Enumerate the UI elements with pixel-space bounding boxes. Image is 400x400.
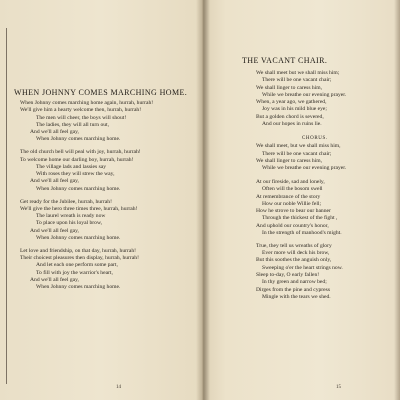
verse-line: We shall meet but we shall miss him; — [256, 70, 340, 76]
verse-line: Joy was in his mild blue eye; — [262, 106, 327, 113]
left-margin-rule — [6, 28, 7, 384]
verse-line: How our noble Willie fell; — [262, 200, 322, 207]
stanza — [246, 243, 343, 301]
stanza — [246, 179, 343, 237]
right-page-verse-1 — [246, 70, 346, 134]
verse-line: The laurel wreath is ready now — [36, 213, 106, 220]
verse-line: At remembrance of the story — [256, 193, 321, 200]
verse-line: To welcome home our darling boy, hurrah, hurrah! — [20, 156, 134, 163]
verse-line: We'll give him a hearty welcome then, hurrah, hurrah! — [20, 107, 142, 114]
verse-line: There will be one vacant chair; — [262, 77, 332, 84]
verse-line: When Johnny comes marching home. — [36, 185, 121, 192]
verse-line: In thy green and narrow bed; — [262, 279, 327, 286]
right-page-chorus-block — [246, 135, 346, 172]
chorus-label: CHORUS. — [302, 136, 328, 141]
verse-line: The ladies, they will all turn out, — [36, 121, 110, 128]
verse-line: And we'll all feel gay, — [30, 129, 79, 136]
left-page-number: 14 — [116, 385, 121, 390]
left-page-title: WHEN JOHNNY COMES MARCHING HOME. — [14, 88, 188, 97]
verse-line: With roses they will strew the way, — [36, 171, 115, 178]
verse-line: While we breathe our evening prayer. — [262, 165, 347, 172]
book-gutter — [196, 0, 210, 400]
verse-line: When Johnny comes marching home. — [36, 284, 121, 291]
verse-line: To place upon his loyal brow, — [36, 220, 103, 227]
verse-line: At our fireside, sad and lonely, — [256, 179, 325, 185]
right-page-title: THE VACANT CHAIR. — [242, 56, 328, 65]
verse-line: Their choicest pleasures then display, hurrah, hurrah! — [20, 255, 139, 262]
left-page-body — [20, 100, 153, 297]
verse-line: Often will the bosom swell — [262, 186, 323, 193]
verse-line: When Johnny comes marching home again, hurrah, hurrah! — [20, 100, 154, 106]
verse-line: True, they tell us wreaths of glory — [256, 242, 332, 249]
right-page — [202, 0, 400, 400]
verse-line: Sleep to-day, O early fallen! — [256, 272, 320, 279]
stanza — [20, 199, 153, 243]
verse-line: How he strove to bear our banner — [256, 208, 331, 215]
verse-line: Sweeping o'er the heart strings now. — [262, 264, 343, 271]
verse-line: Get ready for the Jubilee, hurrah, hurrah! — [20, 198, 112, 205]
verse-line: We shall linger to caress him, — [256, 157, 323, 164]
verse-line: Through the thickest of the fight , — [262, 215, 338, 222]
verse-line: There will be one vacant chair; — [262, 150, 332, 157]
verse-line: When Johnny comes marching home. — [36, 136, 121, 143]
verse-line: And let each one perform some part, — [36, 262, 118, 269]
verse-line: To fill with joy the warrior's heart, — [36, 269, 113, 276]
right-page-edge — [394, 0, 400, 400]
verse-line: In the strength of manhood's might. — [262, 230, 342, 237]
verse-line: When, a year ago, we gathered, — [256, 99, 327, 106]
verse-line: The old church bell will peal with joy, hurrah, hurrah! — [20, 149, 141, 156]
verse-line: And we'll all feel gay, — [30, 178, 79, 185]
chorus-lines — [246, 143, 346, 172]
verse-line: But a golden chord is severed, — [256, 113, 324, 120]
verse-line: Let love and friendship, on that day, hurrah, hurrah! — [20, 247, 136, 254]
right-page-verses-after — [246, 179, 343, 307]
verse-line: Mingle with the tears we shed. — [262, 293, 331, 300]
verse-line: While we breathe our evening prayer. — [262, 91, 347, 98]
verse-line: The men will cheer, the boys will shout! — [36, 114, 127, 121]
verse-line: We'll give the hero three times three, hurrah, hurrah! — [20, 205, 138, 212]
verse-line: Dirges from the pine and cypress — [256, 286, 330, 293]
stanza — [20, 100, 153, 144]
stanza — [20, 248, 153, 292]
verse-line: And our hopes in ruins lie. — [262, 121, 322, 128]
verse-line: We shall linger to caress him, — [256, 84, 323, 91]
verse-line: And uphold our country's honor, — [256, 222, 329, 229]
verse-line: When Johnny comes marching home. — [36, 235, 121, 242]
stanza — [246, 70, 346, 128]
stanza — [20, 149, 153, 193]
verse-line: We shall meet, but we shall miss him, — [256, 143, 341, 150]
verse-line: But this soothes the anguish only, — [256, 257, 332, 264]
verse-line: And we'll all feel gay, — [30, 227, 79, 234]
verse-line: Ever more will deck his brow, — [262, 250, 330, 257]
verse-line: And we'll all feel gay, — [30, 277, 79, 284]
verse-line: The village lads and lassies say — [36, 163, 107, 170]
right-page-number: 15 — [336, 385, 341, 390]
